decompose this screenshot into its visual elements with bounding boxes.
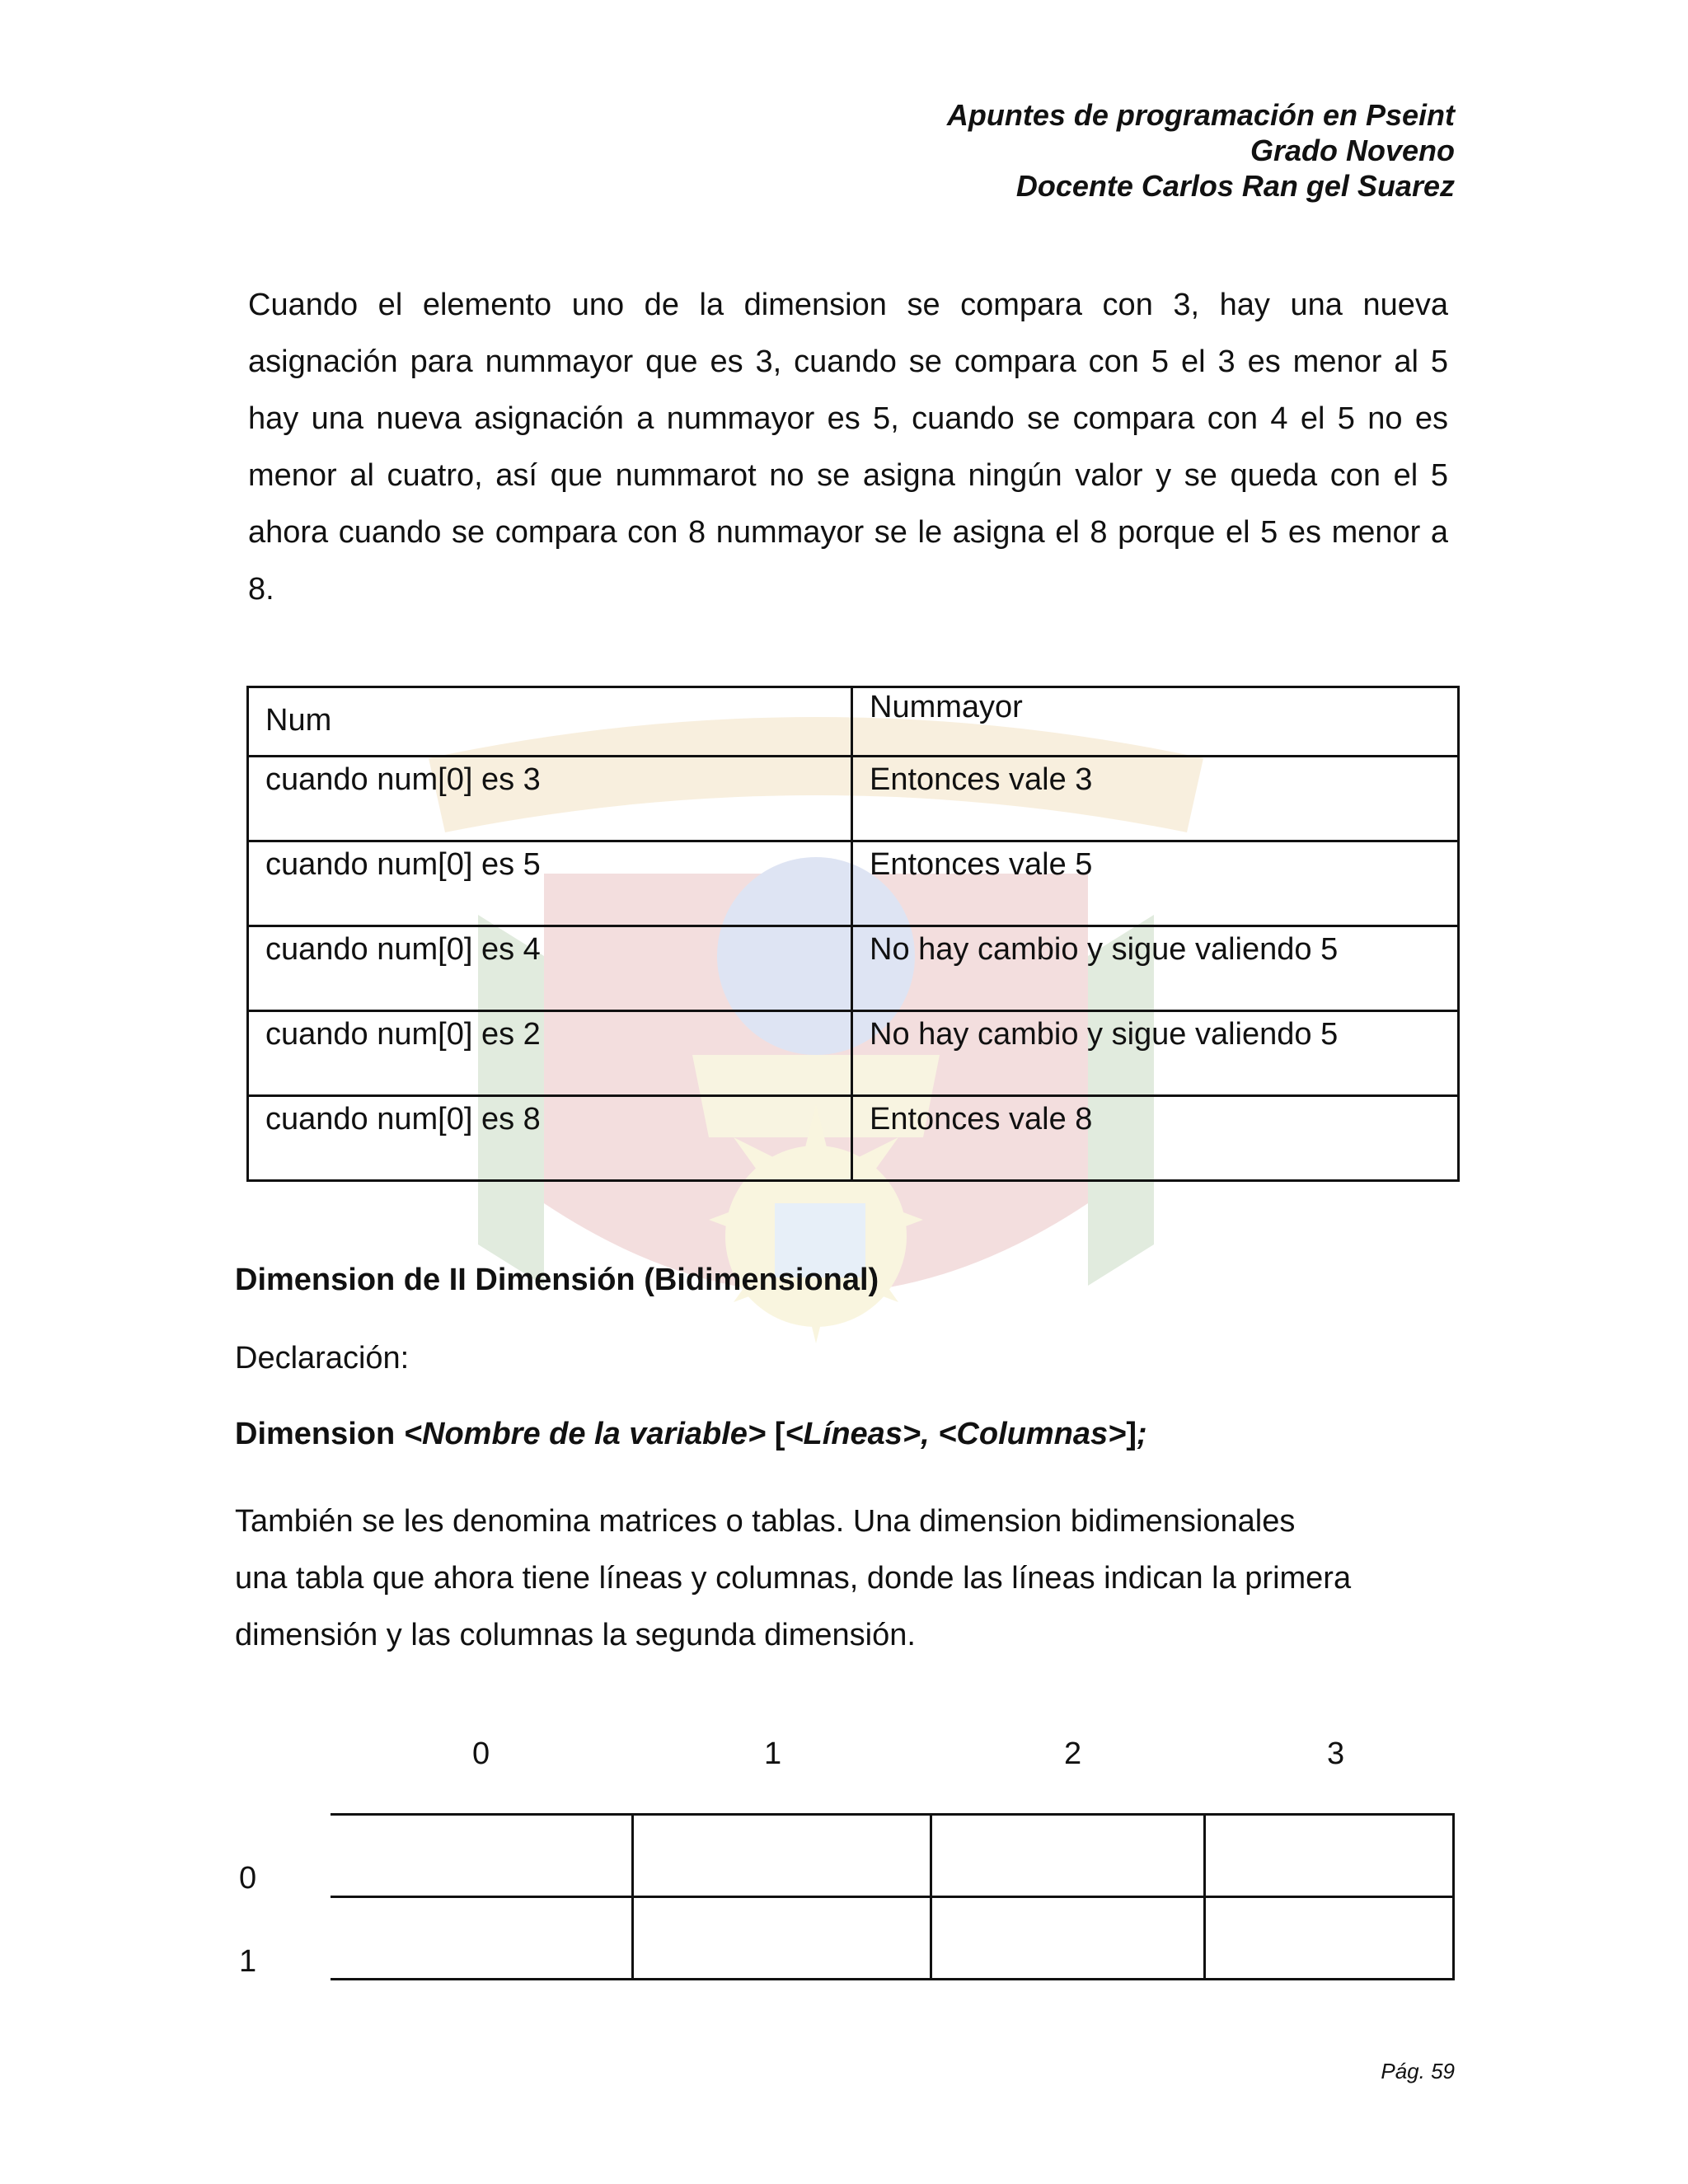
matrix-row: [331, 1815, 1453, 1897]
table-cell: cuando num[0] es 5: [248, 841, 852, 926]
table-cell: No hay cambio y sigue valiendo 5: [852, 1011, 1459, 1096]
declaration-label: Declaración:: [235, 1341, 410, 1376]
table-row: [248, 1011, 1459, 1096]
matrix-column-label: 1: [764, 1736, 782, 1771]
header-title: Apuntes de programación en Pseint: [946, 98, 1455, 132]
table-cell: cuando num[0] es 8: [248, 1096, 852, 1181]
matrix-cell: [632, 1897, 931, 1980]
declaration-syntax: [235, 1417, 1147, 1452]
matrix-row-label: 1: [239, 1944, 257, 1979]
matrix-description: [235, 1493, 1471, 1664]
matrix-cell: [1204, 1815, 1453, 1897]
table-cell: Entonces vale 5: [852, 841, 1459, 926]
table-cell: No hay cambio y sigue valiendo 5: [852, 926, 1459, 1011]
table-cell: cuando num[0] es 4: [248, 926, 852, 1011]
matrix-row-label: 0: [239, 1861, 257, 1896]
description-line: una tabla que ahora tiene líneas y columnas, donde las líneas indican la primera: [235, 1561, 1352, 1596]
section-heading: Dimension de II Dimensión (Bidimensional): [235, 1263, 879, 1297]
syntax-arguments: <Líneas>, <Columnas>: [785, 1417, 1127, 1451]
syntax-bracket-close: ]: [1126, 1417, 1137, 1451]
matrix-cell: [931, 1897, 1204, 1980]
table-header-row: [248, 687, 1459, 757]
table-cell: cuando num[0] es 2: [248, 1011, 852, 1096]
matrix-cell: [331, 1897, 632, 1980]
table-row: [248, 1096, 1459, 1181]
table-row: [248, 926, 1459, 1011]
table-cell: Entonces vale 8: [852, 1096, 1459, 1181]
table-header-cell: Nummayor: [852, 687, 1459, 757]
page-number: Pág. 59: [1381, 2059, 1455, 2083]
matrix-cell: [632, 1815, 931, 1897]
table-cell: cuando num[0] es 3: [248, 757, 852, 841]
matrix-cell: [1204, 1897, 1453, 1980]
explanation-paragraph: Cuando el elemento uno de la dimension se compara con 3, hay una nueva asignación para nummayor que es 3, cuando se compara con 5 el 3 es menor al 5 hay una nueva asignación a nummayor es 5, cuando se compara con 4 el 5 no es menor al cuatro, así que nummarot no se asigna ningún valor y se queda con el 5 ahora cuando se compara con 8 nummayor se le asigna el 8 porque el 5 es menor a 8.: [248, 288, 1448, 607]
comparison-table: [246, 686, 1460, 1182]
table-row: [248, 841, 1459, 926]
description-line: También se les denomina matrices o tablas. Una dimension bidimensionales: [235, 1504, 1296, 1539]
matrix-column-label: 2: [1064, 1736, 1082, 1771]
matrix-cell: [931, 1815, 1204, 1897]
table-header-cell: Num: [248, 687, 852, 757]
description-line: dimensión y las columnas la segunda dimensión.: [235, 1618, 916, 1652]
matrix-row: [331, 1897, 1453, 1980]
matrix-grid: [331, 1813, 1455, 1980]
matrix-column-label: 3: [1327, 1736, 1345, 1771]
syntax-keyword: Dimension: [235, 1417, 404, 1451]
table-row: [248, 757, 1459, 841]
header-grade: Grado Noveno: [1250, 134, 1455, 167]
syntax-semicolon: ;: [1136, 1417, 1147, 1451]
document-header: [947, 97, 1455, 204]
table-cell: Entonces vale 3: [852, 757, 1459, 841]
syntax-bracket-open: [: [766, 1417, 785, 1451]
matrix-column-label: 0: [472, 1736, 490, 1771]
matrix-cell: [331, 1815, 632, 1897]
header-teacher: Docente Carlos Ran gel Suarez: [1015, 169, 1455, 203]
syntax-variable: <Nombre de la variable>: [403, 1417, 767, 1451]
